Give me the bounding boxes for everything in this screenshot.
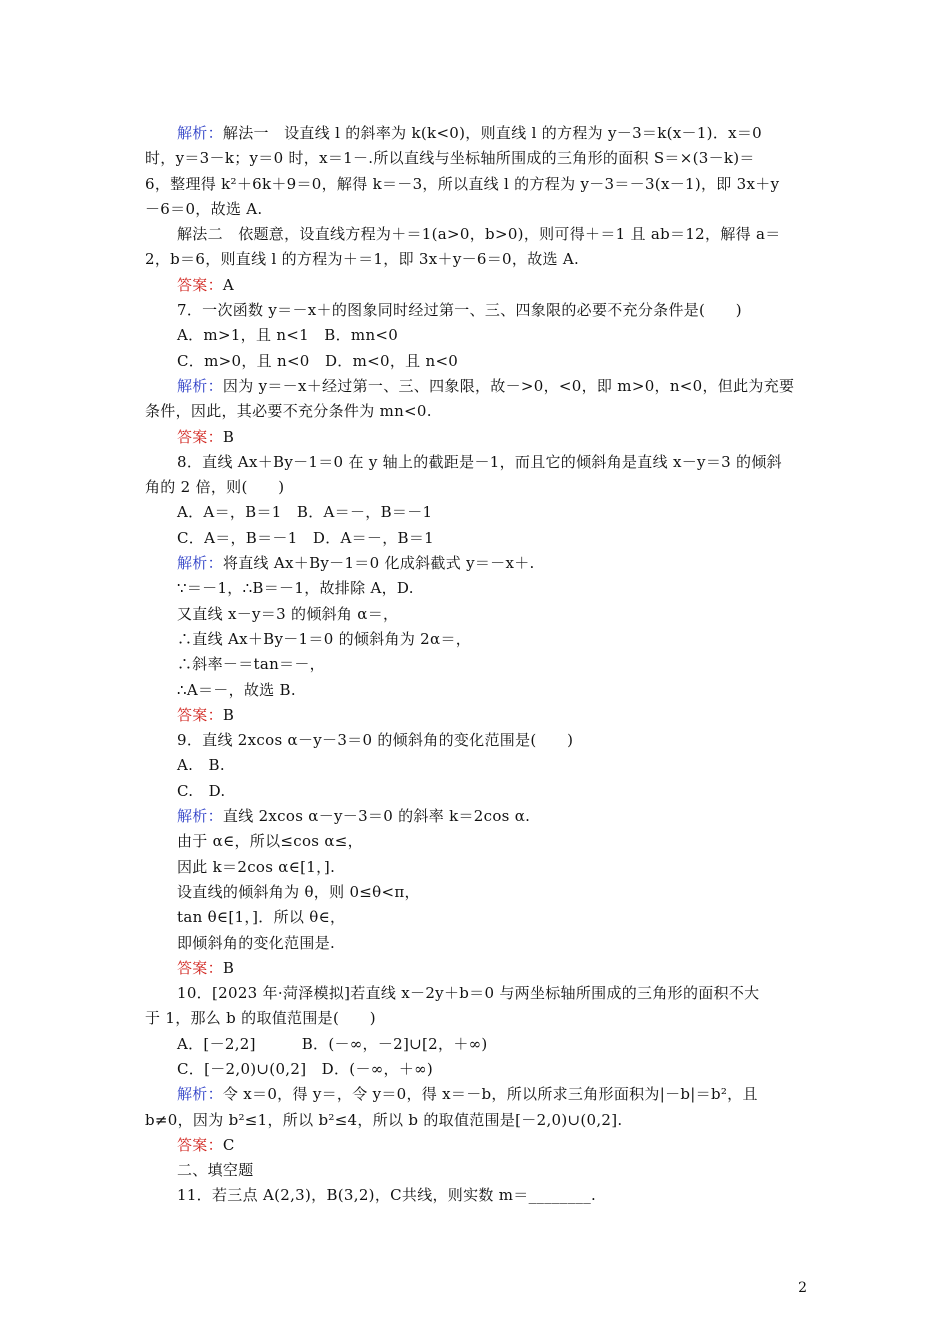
text-line	[145, 172, 810, 197]
answer-label: 答案：	[177, 427, 223, 446]
text-line	[145, 1082, 810, 1107]
text-line	[145, 576, 810, 601]
line-text: 二、填空题	[177, 1161, 254, 1180]
line-text: 解法二 依题意，设直线方程为＋＝1(a>0，b>0)，则可得＋＝1 且 ab＝12，解得 a＝	[177, 225, 781, 244]
line-text: 2，b＝6，则直线 l 的方程为＋＝1，即 3x＋y－6＝0，故选 A.	[145, 250, 580, 269]
text-line	[145, 804, 810, 829]
text-line	[145, 1158, 810, 1183]
text-line	[145, 273, 810, 298]
line-text: 直线 2xcos α－y－3＝0 的斜率 k＝2cos α.	[222, 807, 531, 826]
text-line	[145, 121, 810, 146]
line-text: 10．[2023 年·菏泽模拟]若直线 x－2y＋b＝0 与两坐标轴所围成的三角形的面积不大	[177, 984, 760, 1003]
line-text: ∵＝－1，∴B＝－1，故排除 A，D.	[177, 579, 414, 598]
line-text: ∴直线 Ax＋By－1＝0 的倾斜角为 2α＝，	[177, 629, 472, 648]
text-line	[145, 298, 810, 323]
text-line	[145, 855, 810, 880]
line-text: 11．若三点 A(2,3)，B(3,2)，C共线，则实数 m＝________.	[177, 1186, 597, 1205]
text-line	[145, 652, 810, 677]
line-text: A	[222, 275, 235, 294]
text-line	[145, 1108, 810, 1133]
line-text: B	[222, 427, 235, 446]
text-line	[145, 981, 810, 1006]
text-line	[145, 602, 810, 627]
line-text: 由于 α∈，所以≤cos α≤，	[177, 832, 363, 851]
text-line	[145, 703, 810, 728]
text-line	[145, 425, 810, 450]
line-text: tan θ∈[1，]．所以 θ∈，	[177, 908, 346, 927]
line-text: 因此 k＝2cos α∈[1，].	[177, 857, 336, 876]
text-line	[145, 956, 810, 981]
line-text: 角的 2 倍，则( )	[145, 478, 285, 497]
text-line	[145, 905, 810, 930]
text-line	[145, 222, 810, 247]
answer-label: 答案：	[177, 705, 223, 724]
text-line	[145, 1057, 810, 1082]
line-text: 即倾斜角的变化范围是.	[177, 933, 336, 952]
text-line	[145, 323, 810, 348]
text-line	[145, 551, 810, 576]
text-line	[145, 627, 810, 652]
text-line	[145, 1032, 810, 1057]
line-text: A．[－2,2] B．(－∞，－2]∪[2，＋∞)	[177, 1034, 488, 1053]
line-text: 6，整理得 k²＋6k＋9＝0，解得 k＝－3，所以直线 l 的方程为 y－3＝－3(x－1)，即 3x＋y	[145, 174, 780, 193]
text-line	[145, 197, 810, 222]
line-text: C. D.	[177, 781, 226, 800]
line-text: 解法一 设直线 l 的斜率为 k(k<0)，则直线 l 的方程为 y－3＝k(x－1)．x＝0	[222, 124, 763, 142]
text-line	[145, 500, 810, 525]
line-text: C	[222, 1135, 235, 1154]
text-line	[145, 678, 810, 703]
text-line	[145, 399, 810, 424]
line-text: 8．直线 Ax＋By－1＝0 在 y 轴上的截距是－1，而且它的倾斜角是直线 x－y＝3 的倾斜	[177, 452, 782, 471]
line-text: A．A＝，B＝1 B．A＝－，B＝－1	[177, 503, 433, 522]
analysis-label: 解析：	[177, 807, 223, 826]
analysis-label: 解析：	[177, 1085, 223, 1104]
line-text: C．[－2,0)∪(0,2] D．(－∞，＋∞)	[177, 1059, 434, 1078]
answer-label: 答案：	[177, 958, 223, 977]
line-text: －6＝0，故选 A.	[145, 199, 263, 218]
line-text: ∴斜率－＝tan＝－，	[177, 655, 325, 674]
analysis-label: 解析：	[177, 554, 223, 573]
answer-label: 答案：	[177, 275, 223, 294]
text-line	[145, 1133, 810, 1158]
analysis-label: 解析：	[177, 124, 223, 142]
text-line	[145, 931, 810, 956]
line-text: A．m>1，且 n<1 B．mn<0	[177, 326, 399, 345]
line-text: B	[222, 705, 235, 724]
text-line	[145, 146, 810, 171]
line-text: b≠0，因为 b²≤1，所以 b²≤4，所以 b 的取值范围是[－2,0)∪(0,2].	[145, 1110, 623, 1129]
text-line	[145, 1183, 810, 1208]
text-line	[145, 829, 810, 854]
text-line	[145, 247, 810, 272]
line-text: 于 1，那么 b 的取值范围是( )	[145, 1009, 376, 1028]
text-line	[145, 1006, 810, 1031]
text-line	[145, 475, 810, 500]
text-line	[145, 728, 810, 753]
document-body	[145, 121, 810, 1209]
line-text: ∴A＝－，故选 B.	[177, 680, 296, 699]
line-text: A. B.	[177, 756, 225, 775]
line-text: 令 x＝0，得 y＝，令 y＝0，得 x＝－b，所以所求三角形面积为|－b|＝b²，且	[222, 1085, 758, 1104]
text-line	[145, 450, 810, 475]
line-text: 设直线的倾斜角为 θ，则 0≤θ<π，	[177, 882, 420, 901]
text-line	[145, 880, 810, 905]
line-text: 时，y＝3－k；y＝0 时，x＝1－.所以直线与坐标轴所围成的三角形的面积 S＝×(3－k)＝	[145, 149, 755, 168]
text-line	[145, 753, 810, 778]
answer-label: 答案：	[177, 1135, 223, 1154]
page-number: 2	[798, 1280, 807, 1296]
line-text: 9．直线 2xcos α－y－3＝0 的倾斜角的变化范围是( )	[177, 731, 574, 750]
analysis-label: 解析：	[177, 376, 223, 395]
line-text: 条件，因此，其必要不充分条件为 mn<0.	[145, 402, 432, 421]
text-line	[145, 349, 810, 374]
text-line	[145, 779, 810, 804]
text-line	[145, 374, 810, 399]
line-text: 7．一次函数 y＝－x＋的图象同时经过第一、三、四象限的必要不充分条件是( )	[177, 301, 742, 320]
line-text: 又直线 x－y＝3 的倾斜角 α＝，	[177, 604, 399, 623]
line-text: B	[222, 958, 235, 977]
text-line	[145, 526, 810, 551]
line-text: 将直线 Ax＋By－1＝0 化成斜截式 y＝－x＋.	[222, 554, 535, 573]
line-text: 因为 y＝－x＋经过第一、三、四象限，故－>0，<0，即 m>0，n<0，但此为充要	[222, 376, 795, 395]
line-text: C．A＝，B＝－1 D．A＝－，B＝1	[177, 528, 435, 547]
line-text: C．m>0，且 n<0 D．m<0，且 n<0	[177, 351, 459, 370]
